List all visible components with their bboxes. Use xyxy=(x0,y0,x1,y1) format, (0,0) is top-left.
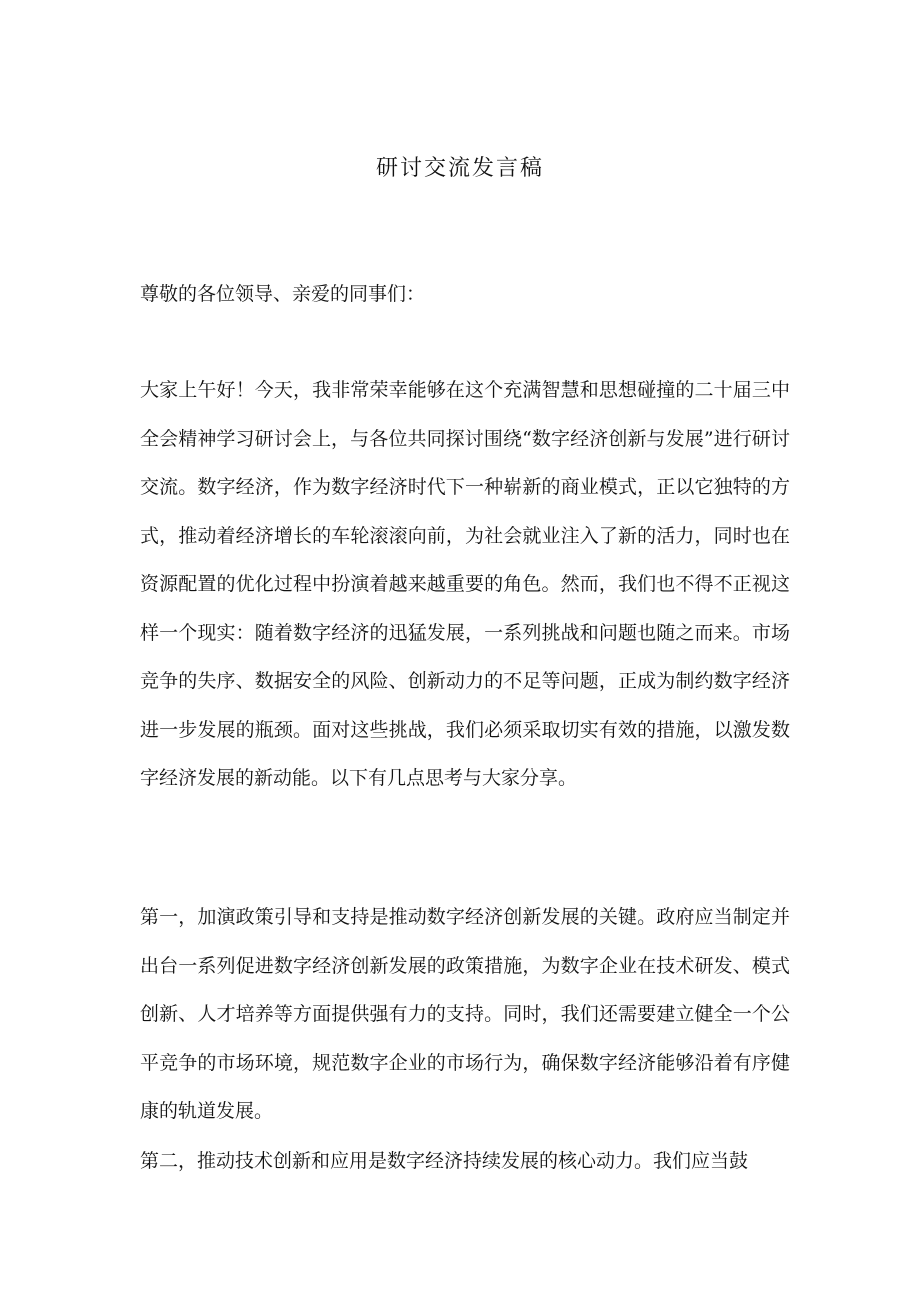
salutation: 尊敬的各位领导、亲爱的同事们： xyxy=(140,283,426,305)
paragraph-opening: 大家上午好！今天，我非常荣幸能够在这个充满智慧和思想碰撞的二十届三中全会精神学习研讨会上，与各位共同探讨围绕“数字经济创新与发展”进行研讨交流。数字经济，作为数字经济时代下一种崭新的商业模式，正以它独特的方式，推动着经济增长的车轮滚滚向前，为社会就业注入了新的活力，同时也在资源配置的优化过程中扮演着越来越重要的角色。然而，我们也不得不正视这样一个现实：随着数字经济的迅猛发展，一系列挑战和问题也随之而来。市场竞争的失序、数据安全的风险、创新动力的不足等问题，正成为制约数字经济进一步发展的瓶颈。面对这些挑战，我们必须采取切实有效的措施，以激发数字经济发展的新动能。以下有几点思考与大家分享。 xyxy=(140,379,790,789)
paragraph-point-two: 第二，推动技术创新和应用是数字经济持续发展的核心动力。我们应当鼓 xyxy=(140,1150,749,1172)
paragraph-point-one: 第一，加演政策引导和支持是推动数字经济创新发展的关键。政府应当制定并出台一系列促进数字经济创新发展的政策措施，为数字企业在技术研发、模式创新、人才培养等方面提供强有力的支持。同时，我们还需要建立健全一个公平竞争的市场环境，规范数字企业的市场行为，确保数字经济能够沿着有序健康的轨道发展。 xyxy=(140,906,790,1122)
document-title: 研讨交流发言稿 xyxy=(375,156,544,181)
